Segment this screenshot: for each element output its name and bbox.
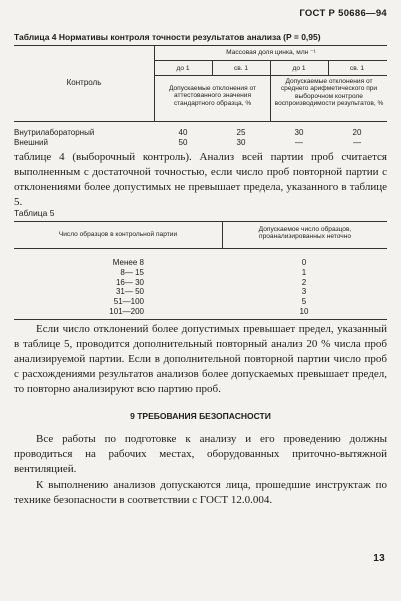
table5-row-samples: 16— 30: [115, 277, 144, 287]
table5-row-samples: 31— 50: [115, 287, 144, 297]
paragraph-safety-briefing: К выполнению анализов допускаются лица, прошедшие инструктаж по технике безопасности в соответствии с ГОСТ 12.0.004.: [14, 479, 387, 506]
table4-row-external-v1: 50: [178, 138, 188, 147]
table4-row-external-v4: —: [353, 138, 361, 147]
table5-row-samples: 8— 15: [120, 267, 144, 277]
table4-col-over-1b: св. 1: [349, 65, 365, 72]
table5-row-allowed: 10: [299, 306, 309, 316]
table4-col-dev-reference: Допускаемые отклонения от аттестованного значения стандартного образца, %: [168, 85, 257, 107]
table4-row-intralab-v4: 20: [352, 128, 362, 137]
table5-allowed-column: [290, 258, 318, 317]
table5-row-allowed: 5: [301, 297, 307, 307]
table5-row-allowed: 2: [301, 277, 307, 287]
table4-row-intralab-label: Внутрилабораторный: [14, 128, 95, 137]
page-number: 13: [373, 553, 385, 564]
table4-col-mass-fraction: Массовая доля цинка, млн ⁻¹: [226, 49, 316, 56]
table4-col-control: Контроль: [66, 78, 102, 87]
table4-row-external-label: Внешний: [14, 138, 48, 147]
table4-col-over-1a: св. 1: [233, 65, 249, 72]
table5-col-samples: Число образцов в контрольной партии: [58, 231, 178, 238]
table5-title: Таблица 5: [14, 208, 55, 218]
table4-row-external-v2: 30: [236, 138, 246, 147]
table4-row-intralab-v3: 30: [294, 128, 304, 137]
table5-row-samples: Менее 8: [112, 258, 144, 267]
table5-row-allowed: 3: [301, 287, 307, 297]
section-heading-safety: 9 ТРЕБОВАНИЯ БЕЗОПАСНОСТИ: [130, 411, 271, 421]
document-id: ГОСТ Р 50686—94: [299, 8, 387, 19]
paragraph-ventilation: Все работы по подготовке к анализу и его проведению должны проводиться на рабочих местах, оборудованных приточно-вытяжной вентиляцией.: [14, 433, 387, 475]
table5-bottom-rule: [14, 319, 387, 320]
table4-col-dev-mean: Допускаемые отклонения от среднего арифметического при выборочном контроле воспроизводимости результатов, %: [274, 78, 384, 108]
table4-row-external-v3: —: [295, 138, 303, 147]
table4-title: Таблица 4 Нормативы контроля точности результатов анализа (P = 0,95): [14, 32, 321, 42]
table4-row-intralab-v1: 40: [178, 128, 188, 137]
paragraph-table4-continuation: таблице 4 (выборочный контроль). Анализ всей партии проб считается выполненным с достаточной точностью, если число проб повторной партии с отклонениями более допустимых не превышает предела, указанного в таблице 5.: [14, 151, 387, 208]
table5-row-samples: 51—100: [113, 297, 144, 307]
table5-row-allowed: 1: [301, 267, 307, 277]
table4-row-intralab-v2: 25: [236, 128, 246, 137]
table5-row-allowed: 0: [301, 258, 307, 267]
paragraph-repeat-analysis: Если число отклонений более допустимых превышает предел, указанный в таблице 5, проводится дополнительный повторный анализ 20 % числа проб анализируемой партии. Если в дополнительной повторной партии число проб с расхождениями результатов анализов более допускаемых превышает предел, то повторно анализируют всю партию проб.: [14, 323, 387, 395]
table5-samples-column: [90, 258, 144, 317]
table4-col-up-to-1b: до 1: [292, 65, 306, 72]
table5-row-samples: 101—200: [109, 306, 144, 316]
table5-col-allowed: Допускаемое число образцов, проанализированных неточно: [258, 226, 352, 241]
table4-col-up-to-1a: до 1: [176, 65, 190, 72]
